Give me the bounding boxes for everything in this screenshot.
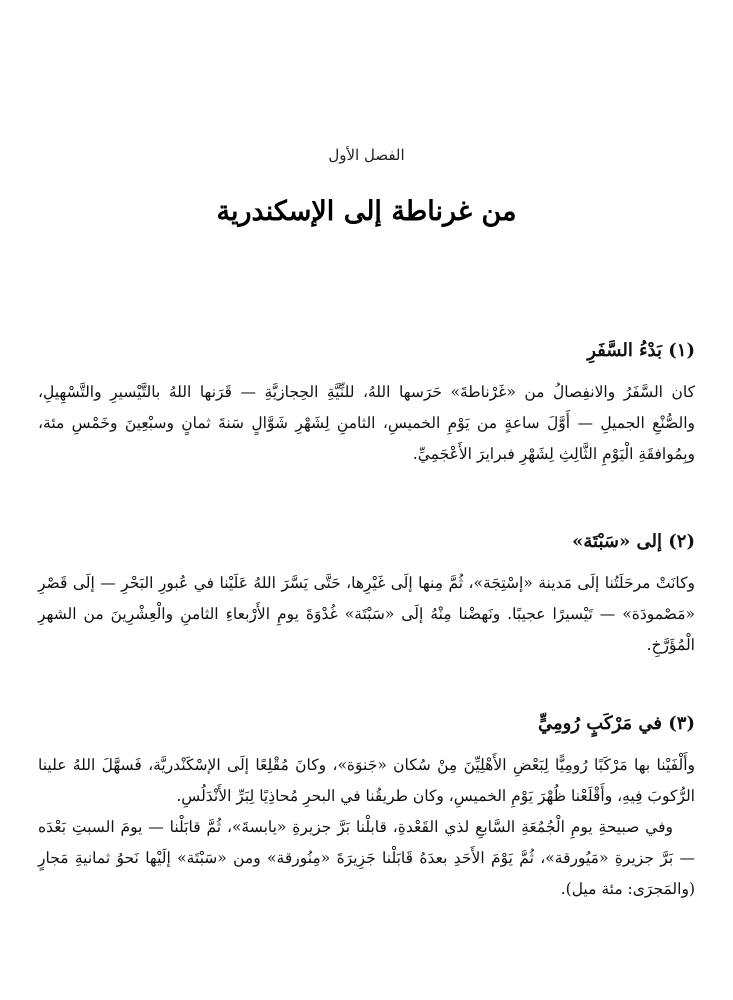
section-heading: (٣) في مَرْكَبٍ رُومِيٍّ (538, 713, 695, 734)
section-2 (38, 531, 695, 661)
paragraph: وأَلْفَيْنا بها مَرْكَبًا رُومِيًّا لِبَعْضِ الأَهْلِيِّنَ مِنْ سُكان «جَنوَة»، وكانَ مُقْلِعًا إلَى الإسْكَنْدريَّة، فَسهَّلَ اللهُ علينا الرُّكوبَ فِيهِ، وأَقْلَعْنا ظُهْرَ يَوْمِ الخميسِ، وكان طريقُنا في البحرِ مُحاذِيًا لِبَرِّ الأَنْدَلُسِ. (38, 756, 695, 805)
paragraph: كان السَّفَرُ والانفِصالُ من «غَرْناطةَ» حَرَسها اللهُ، للنِّيَّةِ الحِجازيَّةِ — قَرَنها اللهُ بالتَّيْسيرِ والتَّسْهِيلِ، والصُّنْعِ الجميلِ — أَوَّلَ ساعةٍ من يَوْمِ الخميسِ، الثامنِ لِشَهْرِ شَوَّالٍ سَنةَ ثمانٍ وسبْعِينَ وخَمْسِ مئة، وبِمُوافقَةِ الْيَوْمِ الثَّالِثِ لِشَهْرِ فبرايرَ الأَعْجَمِيِّ. (38, 383, 695, 463)
paragraph: وفي صبيحةِ يومِ الْجُمُعَةِ السَّابعِ لذي القَعْدةِ، قابلْنا بَرَّ جزيرةِ «يابسةَ»، ثُمَّ قابَلْنا — يومَ السبتِ بَعْدَه — بَرَّ جزيرةِ «مَيُورقة»، ثُمَّ يَوْمَ الأَحَدِ بعدَهُ قَابَلْنا جَزِيرَةَ «مِنُورقة» ومن «سَبْتَة» إلَيْها نَحوُ ثمانيةِ مَجارٍ (والمَجرَى: مئة ميل). (38, 818, 695, 898)
chapter-title: من غرناطة إلى الإسكندرية (216, 196, 517, 227)
section-heading: (٢) إلى «سَبْتَة» (572, 531, 695, 552)
section-3 (38, 713, 695, 905)
section-heading: (١) بَدْءُ السَّفَرِ (587, 340, 695, 361)
chapter-label: الفصل الأول (328, 146, 405, 164)
paragraph: وكانَتْ مرحَلَتُنا إلَى مَدينة «إسْتِجَة»، ثُمَّ مِنها إلَى غَيْرِها، حَتَّى يَسَّرَ اللهُ عَلَيْنا في عُبورِ البَحْرِ — إلَى قَصْرِ «مَصْمودَة» — تَيْسيرًا عجيبًا. ونَهضْنا مِنْهُ إلَى «سَبْتَة» غُدْوَةَ يومِ الأَرْبعاءِ الثامنِ والْعِشْرِينَ من الشهرِ الْمُؤَرَّخِ. (38, 574, 695, 654)
section-1 (38, 340, 695, 470)
